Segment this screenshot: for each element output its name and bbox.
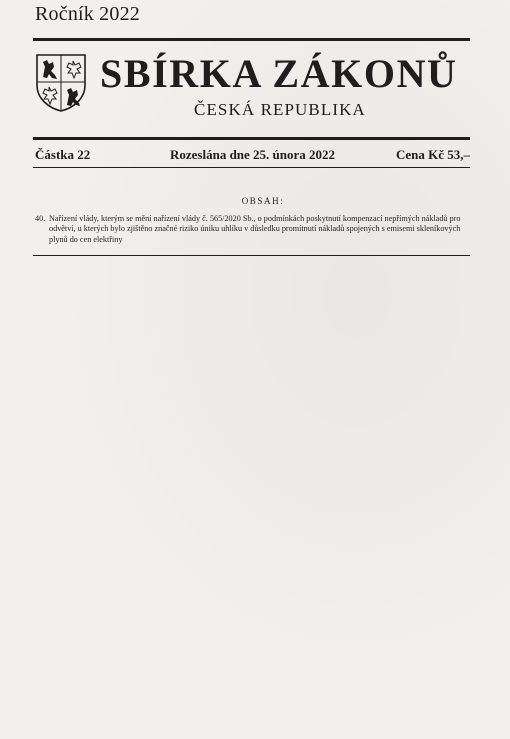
- entry-text: Nařízení vlády, kterým se mění nařízení vlády č. 565/2020 Sb., o podmínkách poskytnutí kompenzací nepřímých nákladů pro odvětví, u kterých bylo zjištěno značné riziko úniku uhlíku v důsledku promítnutí nákladů spojených s emisemi skleníkových plynů do cen elektřiny: [49, 214, 461, 244]
- entry-number: 40.: [35, 214, 46, 223]
- top-rule: [33, 38, 470, 41]
- masthead-bottom-rule: [33, 137, 470, 140]
- volume-year: Ročník 2022: [35, 3, 140, 25]
- issue-number: Částka 22: [35, 147, 91, 162]
- gazette-subtitle: ČESKÁ REPUBLIKA: [194, 100, 366, 119]
- issue-date: Rozeslána dne 25. února 2022: [170, 147, 336, 162]
- contents-bottom-rule: [33, 255, 470, 256]
- czech-state-coat-of-arms-icon: [35, 53, 87, 113]
- contents-heading: OBSAH:: [241, 196, 285, 206]
- issue-price: Cena Kč 53,–: [395, 147, 470, 162]
- gazette-title: SBÍRKA ZÁKONŮ: [100, 51, 458, 96]
- issue-bottom-rule: [33, 167, 470, 168]
